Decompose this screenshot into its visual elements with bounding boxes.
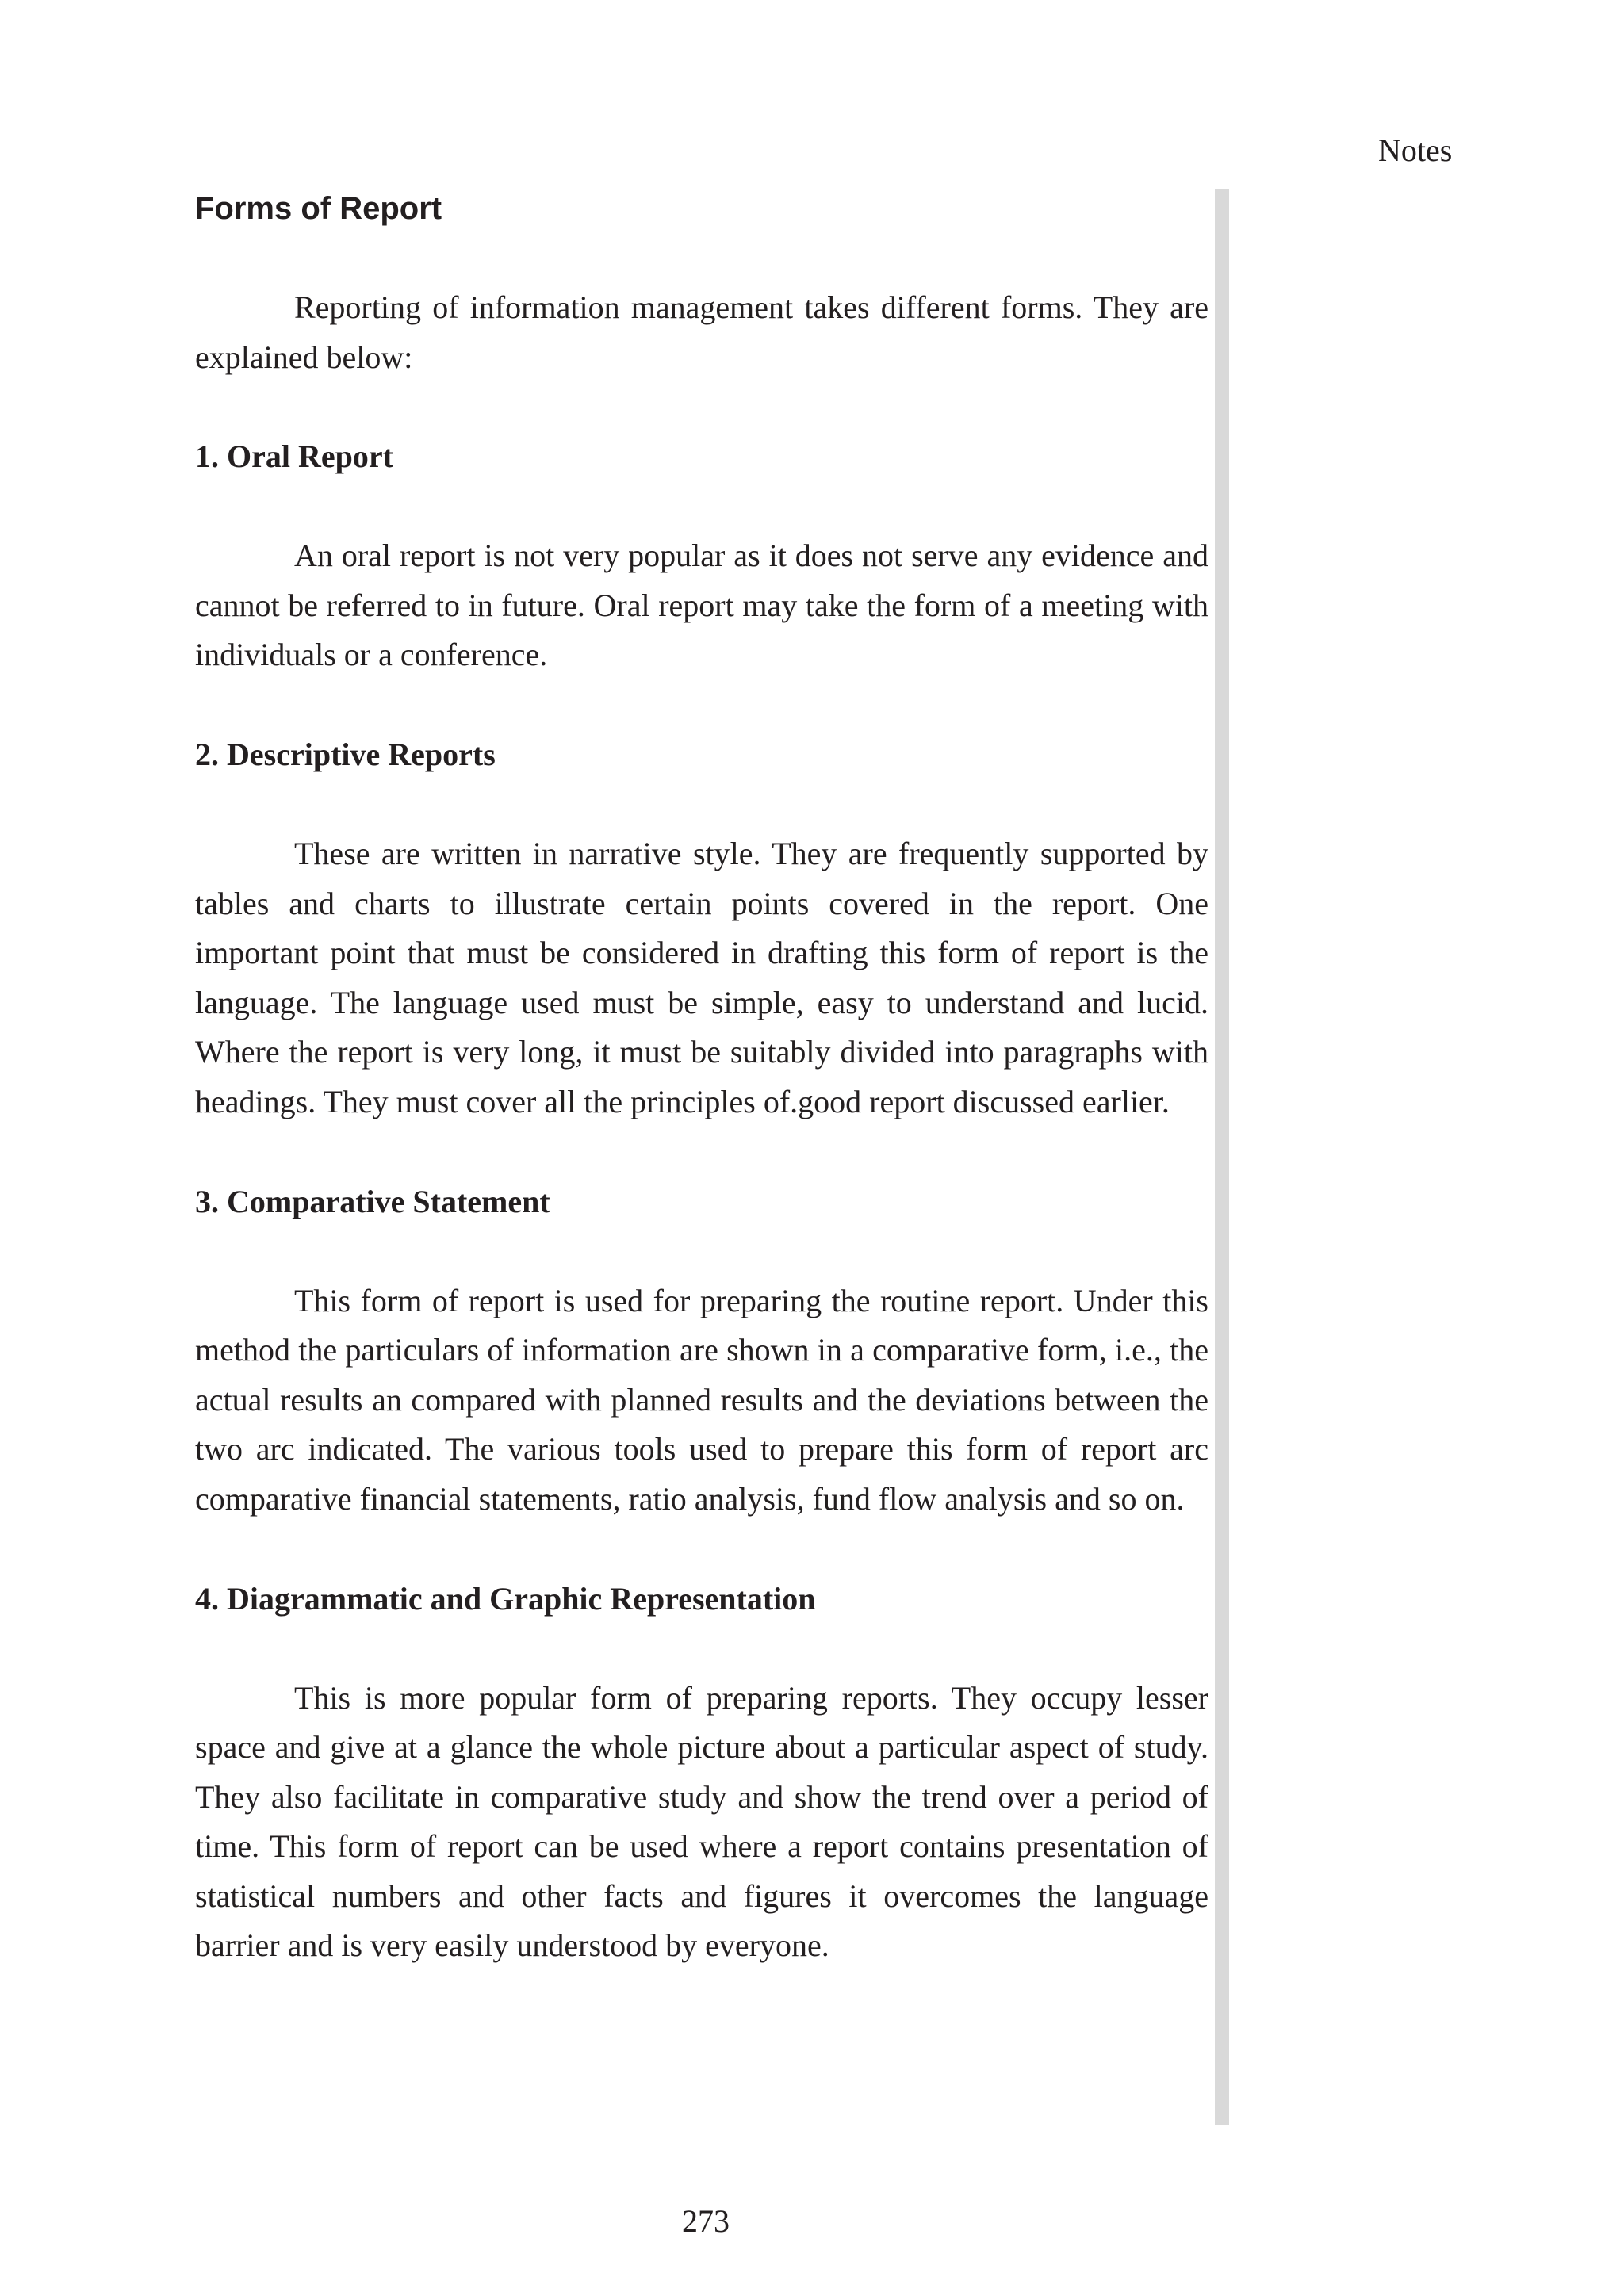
section-body-diagrammatic-representation: This is more popular form of preparing reports. They occupy lesser space and give at a glance the whole picture about a particular aspect of study. They also facilitate in comparative study and show the trend over a period of time. This form of report can be used where a report contains presentation of statistical numbers and other facts and figures it overcomes the language barrier and is very easily understood by everyone.	[195, 1679, 1208, 1964]
page-content	[195, 184, 1208, 1971]
section-heading-comparative-statement: 3. Comparative Statement	[195, 1183, 550, 1219]
section-heading-oral-report: 1. Oral Report	[195, 438, 393, 475]
section-body-comparative-statement: This form of report is used for preparing the routine report. Under this method the particulars of information are shown in a comparative form, i.e., the actual results an compared with planned results and the deviations between the two arc indicated. The various tools used to prepare this form of report arc comparative financial statements, ratio analysis, fund flow analysis and so on.	[195, 1282, 1208, 1517]
margin-notes-label: Notes	[1378, 132, 1453, 168]
section-heading-diagrammatic-representation: 4. Diagrammatic and Graphic Representation	[195, 1580, 816, 1617]
page-number: 273	[682, 2203, 730, 2239]
section-heading-descriptive-reports: 2. Descriptive Reports	[195, 736, 496, 772]
section-body-oral-report: An oral report is not very popular as it does not serve any evidence and cannot be referred to in future. Oral report may take the form of a meeting with individuals or a conference.	[195, 538, 1208, 673]
section-body-descriptive-reports: These are written in narrative style. They are frequently supported by tables and charts to illustrate certain points covered in the report. One important point that must be considered in drafting this form of report is the language. The language used must be simple, easy to understand and lucid. Where the report is very long, it must be suitably divided into paragraphs with headings. They must cover all the principles of.good report discussed earlier.	[195, 835, 1208, 1119]
intro-paragraph: Reporting of information management takes different forms. They are explained below:	[195, 289, 1208, 375]
page-title: Forms of Report	[195, 191, 442, 226]
margin-rule	[1215, 189, 1229, 2125]
